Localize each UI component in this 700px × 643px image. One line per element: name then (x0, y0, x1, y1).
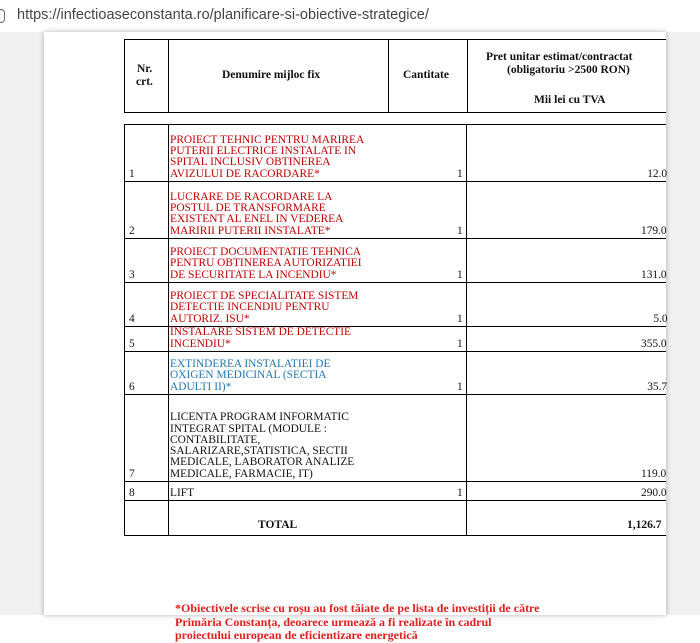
row-3-pret: 131.0 (641, 269, 667, 281)
row-7-nr: 7 (129, 468, 135, 480)
row-7-desc-line: SALARIZARE,STATISTICA, SECTII (170, 445, 348, 458)
table-border (124, 351, 666, 352)
row-4-pret: 5.0 (653, 313, 668, 325)
table-border (168, 124, 169, 536)
row-1-desc-line: AVIZULUI DE RACORDARE* (170, 167, 320, 180)
document-page (44, 32, 668, 642)
footnote-line-3: proiectului european de eficientizare energetică (175, 628, 418, 642)
url-text[interactable]: https://infectioaseconstanta.ro/planificare-si-obiective-strategice/ (17, 7, 429, 23)
row-7-pret: 119.0 (641, 468, 667, 480)
footnote-line-1: *Obiectivele scrise cu roșu au fost tăiate de pe lista de investiții de către (175, 601, 540, 615)
row-4-cantitate: 1 (457, 313, 463, 325)
row-3-desc-line: PROIECT DOCUMENTATIE TEHNICA (170, 246, 362, 259)
row-6-desc-line: ADULTI II)* (170, 380, 232, 393)
row-6-desc-line: OXIGEN MEDICINAL (SECTIA (170, 369, 327, 382)
row-2-cantitate: 1 (457, 225, 463, 237)
row-7-desc-line: MEDICALE, FARMACIE, IT) (170, 467, 313, 480)
header-nr: Nr. (137, 63, 153, 75)
table-border (467, 39, 468, 113)
header-nr-2: crt. (136, 76, 153, 88)
row-2-desc-line: LUCRARE DE RACORDARE LA (170, 190, 333, 203)
row-7-desc-line: MEDICALE, LABORATOR ANALIZE (170, 456, 355, 469)
row-2-desc-line: EXISTENT AL ENEL IN VEDEREA (170, 213, 344, 226)
row-3-desc-line: DE SECURITATE LA INCENDIU* (170, 268, 337, 281)
header-pret-note: (obligatoriu >2500 RON) (507, 64, 630, 76)
row-8-nr: 8 (129, 487, 135, 499)
table-border (388, 39, 389, 113)
row-6-cantitate: 1 (457, 381, 463, 393)
row-1-cantitate: 1 (457, 168, 463, 180)
row-1-desc-line: SPITAL INCLUSIV OBTINEREA (170, 156, 331, 169)
row-4-desc-line: AUTORIZ. ISU* (170, 312, 250, 325)
row-6-nr: 6 (129, 381, 135, 393)
row-6-pret: 35.7 (647, 381, 668, 393)
table-border (124, 112, 666, 113)
footnote-line-2: Primăria Constanța, deoarece urmează a fi realizate în cadrul (175, 614, 492, 629)
row-5-cantitate: 1 (457, 338, 463, 350)
header-denumire: Denumire mijloc fix (222, 69, 321, 81)
table-border (466, 124, 467, 536)
row-5-nr: 5 (129, 338, 135, 350)
row-3-cantitate: 1 (457, 269, 463, 281)
total-label: TOTAL (258, 519, 298, 531)
row-4-desc-line: PROIECT DE SPECIALITATE SISTEM (170, 290, 359, 303)
left-margin (0, 32, 44, 615)
address-bar[interactable] (0, 0, 700, 32)
row-5-desc-line: INSTALARE SISTEM DE DETECTIE (170, 326, 352, 339)
row-4-nr: 4 (129, 313, 135, 325)
header-pret: Pret unitar estimat/contractat (486, 51, 633, 63)
row-3-nr: 3 (129, 269, 135, 281)
row-5-pret: 355.0 (641, 338, 667, 350)
row-8-cantitate: 1 (457, 487, 463, 499)
table-border (124, 181, 666, 182)
page-info-icon[interactable] (0, 9, 5, 23)
row-1-nr: 1 (129, 168, 135, 180)
row-1-desc-line: PROIECT TEHNIC PENTRU MARIREA (170, 133, 365, 146)
row-1-desc-line: PUTERII ELECTRICE INSTALATE IN (170, 145, 357, 158)
table-border (124, 39, 125, 113)
table-border (124, 481, 666, 482)
assets-table (44, 32, 666, 615)
table-border (124, 124, 125, 536)
row-6-desc-line: EXTINDEREA INSTALATIEI DE (170, 358, 331, 371)
row-3-desc-line: PENTRU OBTINEREA AUTORIZATIEI (170, 257, 362, 270)
row-1-pret: 12.0 (647, 168, 668, 180)
table-border (124, 282, 666, 283)
row-4-desc-line: DETECTIE INCENDIU PENTRU (170, 301, 330, 314)
row-7-desc-line: CONTABILITATE, (170, 433, 261, 446)
row-7-desc-line: LICENTA PROGRAM INFORMATIC (170, 411, 349, 424)
footnote (175, 602, 540, 643)
row-7-desc-line: INTEGRAT SPITAL (MODULE : (170, 422, 327, 435)
row-5-desc-line: INCENDIU* (170, 337, 231, 350)
row-8-pret: 290.0 (641, 487, 667, 499)
row-8-desc-line: LIFT (170, 486, 195, 499)
table-border (124, 39, 666, 40)
table-border (124, 500, 666, 501)
table-border (124, 394, 666, 395)
table-border (168, 39, 169, 113)
row-2-desc-line: MARIRII PUTERII INSTALATE* (170, 224, 331, 237)
row-2-desc-line: POSTUL DE TRANSFORMARE (170, 202, 326, 215)
row-2-nr: 2 (129, 225, 135, 237)
table-border (124, 124, 666, 125)
header-pret-unit: Mii lei cu TVA (534, 94, 606, 106)
table-border (124, 535, 666, 536)
header-cantitate: Cantitate (403, 69, 449, 81)
row-2-pret: 179.0 (641, 225, 667, 237)
table-border (124, 238, 666, 239)
right-margin (666, 32, 700, 615)
total-value: 1,126.7 (627, 519, 662, 531)
